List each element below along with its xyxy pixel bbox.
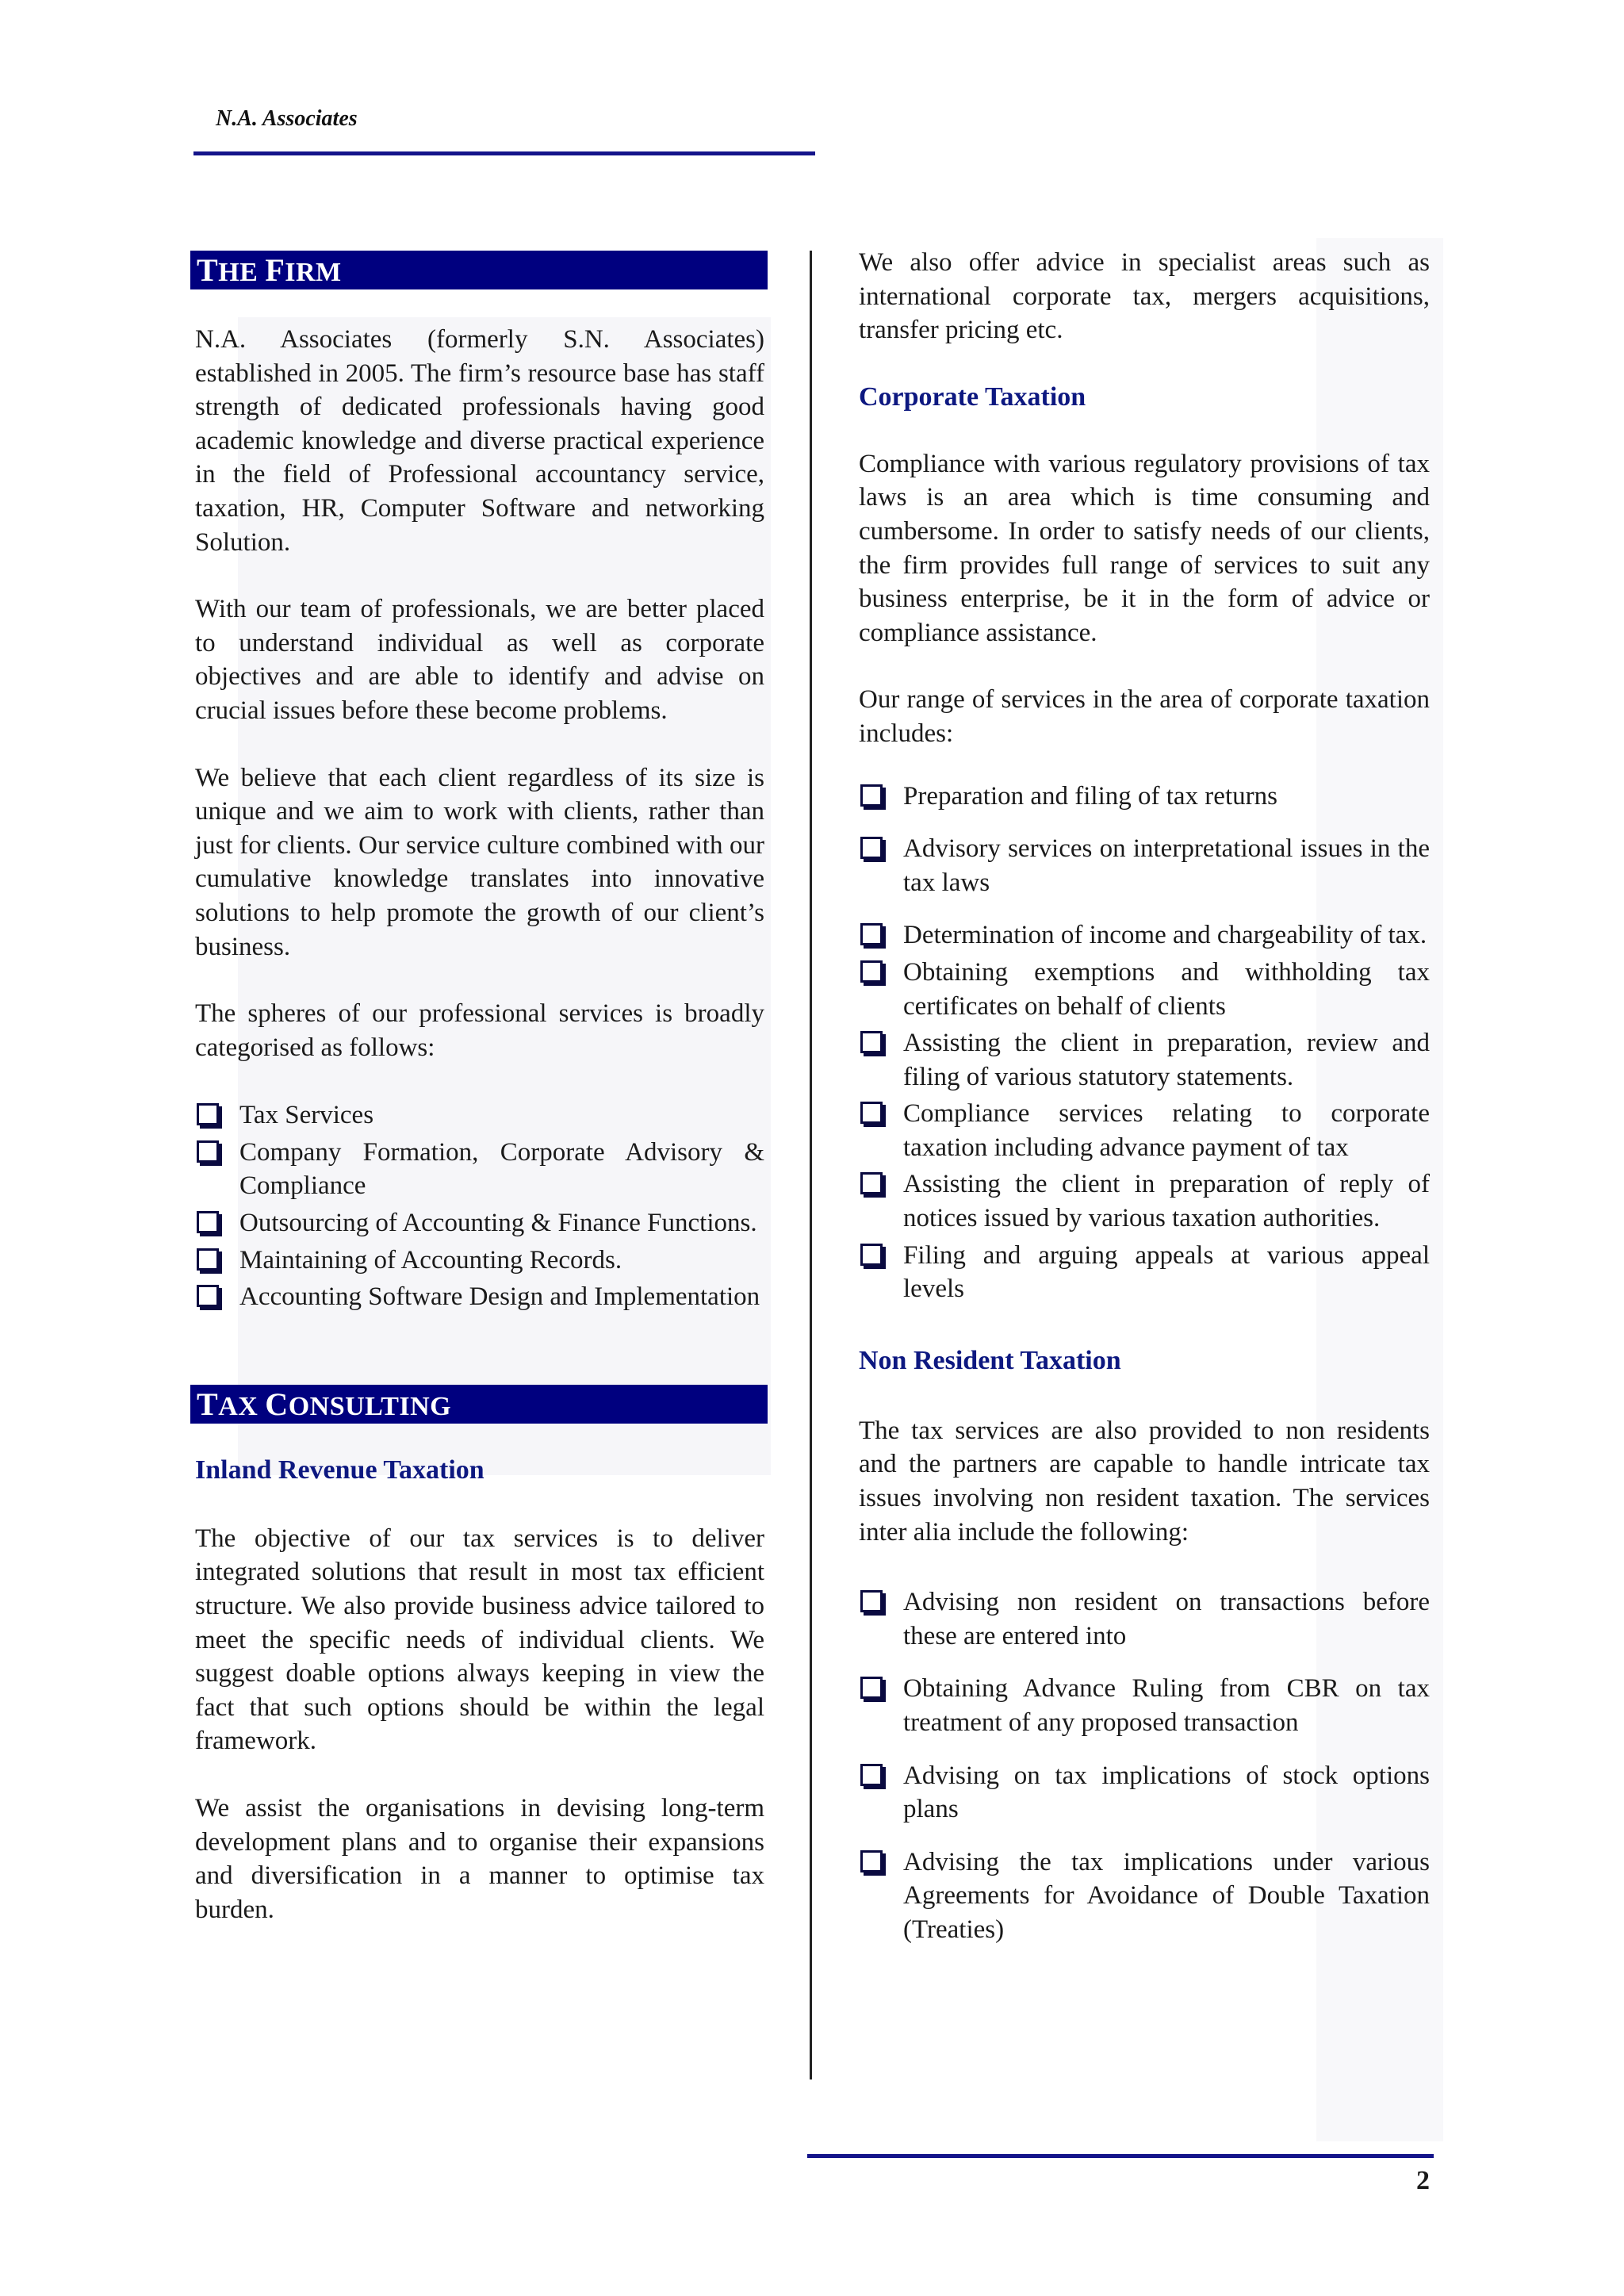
intro-paragraph: We also offer advice in specialist areas such as international corporate tax, mergers acquisitions, transfer pricing etc. [859,248,1430,345]
firm-heading: THE FIRM [190,251,768,289]
checkbox-bullet-icon [197,1103,219,1125]
inland-paragraph: We assist the organisations in devising long-term development plans and to organise their expansions and diversification in a manner to optimise tax burden. [195,1794,764,1924]
left-column [195,251,764,1926]
list-item: Compliance services relating to corporate taxation including advance payment of tax [859,1097,1430,1164]
tax-consulting-heading: TAX CONSULTING [190,1385,768,1424]
services-list [195,1098,764,1314]
firm-paragraph: With our team of professionals, we are better placed to understand individual as well as corporate objectives and are able to identify and advise on crucial issues before these become problems. [195,595,764,725]
checkbox-bullet-icon [860,1244,883,1266]
list-item: Accounting Software Design and Implementation [195,1280,764,1314]
footer-rule [807,2154,1434,2158]
non-resident-paragraph: The tax services are also provided to non residents and the partners are capable to handle intricate tax issues involving non resident taxation. The services inter alia include the following: [859,1416,1430,1547]
checkbox-bullet-icon [860,1031,883,1053]
firm-paragraph: The spheres of our professional services is broadly categorised as follows: [195,999,764,1062]
checkbox-bullet-icon [860,1764,883,1786]
list-item: Maintaining of Accounting Records. [195,1244,764,1278]
checkbox-bullet-icon [197,1285,219,1307]
right-column [859,246,1430,1947]
checkbox-bullet-icon [860,960,883,983]
list-item: Advising non resident on transactions before these are entered into [859,1585,1430,1653]
header-rule [193,151,815,155]
checkbox-bullet-icon [860,1850,883,1872]
list-item: Advisory services on interpretational issues in the tax laws [859,832,1430,899]
list-item: Company Formation, Corporate Advisory & Compliance [195,1136,764,1203]
header-company-name: N.A. Associates [216,106,358,131]
corporate-paragraph: Our range of services in the area of corporate taxation includes: [859,685,1430,748]
page-number: 2 [1416,2166,1430,2195]
checkbox-bullet-icon [860,1677,883,1699]
list-item: Outsourcing of Accounting & Finance Functions. [195,1206,764,1240]
list-item: Obtaining exemptions and withholding tax certificates on behalf of clients [859,956,1430,1023]
firm-paragraph: We believe that each client regardless of its size is unique and we aim to work with clients, rather than just for clients. Our service culture combined with our cumulative knowledge translates into innovative solutions to help promote the growth of our client’s business. [195,763,764,961]
list-item: Filing and arguing appeals at various appeal levels [859,1239,1430,1306]
list-item: Preparation and filing of tax returns [859,780,1430,814]
checkbox-bullet-icon [197,1211,219,1233]
list-item: Assisting the client in preparation of reply of notices issued by various taxation authorities. [859,1167,1430,1235]
non-resident-services-list [859,1585,1430,1946]
list-item: Determination of income and chargeability of tax. [859,918,1430,953]
list-item: Obtaining Advance Ruling from CBR on tax treatment of any proposed transaction [859,1672,1430,1739]
checkbox-bullet-icon [860,1590,883,1612]
corporate-paragraph: Compliance with various regulatory provisions of tax laws is an area which is time consuming and cumbersome. In order to satisfy needs of our clients, the firm provides full range of services to suit any business enterprise, be it in the form of advice or compliance assistance. [859,449,1430,647]
inland-paragraph: The objective of our tax services is to deliver integrated solutions that result in most tax efficient structure. We also provide business advice tailored to meet the specific needs of individual clients. We suggest doable options always keeping in view the fact that such options should be within the legal framework. [195,1524,764,1756]
list-item: Advising on tax implications of stock options plans [859,1759,1430,1826]
column-divider [810,251,812,2079]
corporate-taxation-title: Corporate Taxation [859,381,1086,412]
list-item: Assisting the client in preparation, review and filing of various statutory statements. [859,1026,1430,1094]
checkbox-bullet-icon [860,1102,883,1124]
checkbox-bullet-icon [197,1248,219,1271]
corporate-services-list [859,780,1430,1306]
list-item: Tax Services [195,1098,764,1133]
firm-paragraph: N.A. Associates (formerly S.N. Associates) established in 2005. The firm’s resource base has staff strength of dedicated professionals having good academic knowledge and diverse practical experience in the field of Professional accountancy service, taxation, HR, Computer Software and networking Solution. [195,325,764,557]
checkbox-bullet-icon [860,837,883,859]
non-resident-title: Non Resident Taxation [859,1345,1121,1375]
inland-revenue-title: Inland Revenue Taxation [195,1455,485,1485]
checkbox-bullet-icon [860,1172,883,1194]
checkbox-bullet-icon [860,784,883,807]
list-item: Advising the tax implications under various Agreements for Avoidance of Double Taxation (Treaties) [859,1846,1430,1947]
checkbox-bullet-icon [197,1140,219,1163]
checkbox-bullet-icon [860,923,883,945]
